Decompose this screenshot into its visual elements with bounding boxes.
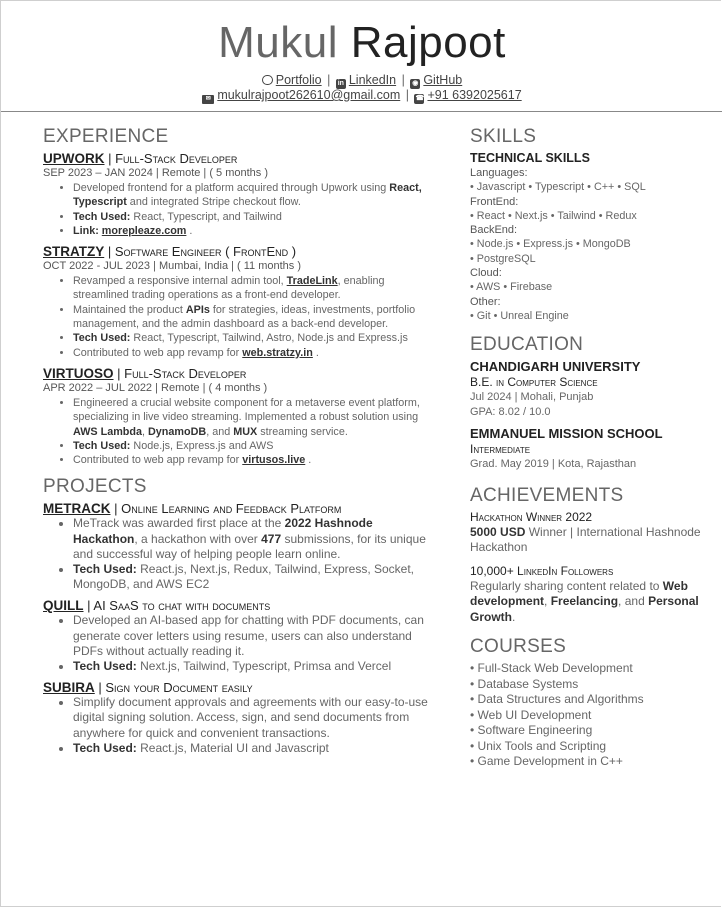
list-item: • Tech Used: React.js, Next.js, Redux, Tailwind, Express, Socket, MongoDB, and AWS EC2: [73, 562, 435, 592]
company-link[interactable]: UPWORK: [43, 151, 105, 166]
project-subira: [43, 680, 435, 756]
list-item: • Developed an AI-based app for chatting with PDF documents, can generate cover letters using resume, users can also understand PDFs without actually reading it.: [73, 613, 435, 659]
tradelink-link[interactable]: TradeLink: [286, 275, 338, 288]
education-item: CHANDIGARH UNIVERSITY B.E. in Computer Science Jul 2024 | Mohali, Punjab GPA: 8.02 / 10.0: [470, 359, 641, 418]
job-stratzy: [43, 244, 435, 360]
list-item: • Contributed to web app revamp for virtusos.live .: [73, 453, 435, 467]
list-item: • Engineered a crucial website component for a metaverse event platform, specializing in live video streaming. Implemented a robust solution using AWS Lambda, DynamoDB, and MUX streaming service.: [73, 396, 435, 439]
right-column: [470, 125, 715, 770]
linkedin-icon: in: [337, 80, 344, 87]
project-tagline: | Online Learning and Feedback Platform: [114, 501, 342, 517]
job-role: | Full-Stack Developer: [117, 365, 247, 381]
job-role: | Software Engineer ( FrontEnd ): [107, 244, 297, 260]
project-link[interactable]: web.stratzy.in: [242, 346, 313, 359]
list-item: • Tech Used: Node.js, Express.js and AWS: [73, 439, 435, 453]
experience-heading: EXPERIENCE: [43, 126, 169, 147]
course-item: • Software Engineering: [470, 723, 593, 738]
projects-heading: PROJECTS: [43, 476, 147, 498]
company-link[interactable]: VIRTUOSO: [43, 365, 114, 381]
email-link[interactable]: mukulrajpoot262610@gmail.com: [217, 88, 401, 102]
skills-heading: SKILLS: [470, 126, 537, 147]
project-name-link[interactable]: SUBIRA: [43, 680, 95, 696]
course-item: • Web UI Development: [470, 707, 592, 722]
list-item: • Maintained the product APIs for strategies, ideas, investments, portfolio management, and the admin dashboard as a back-end developer.: [73, 303, 435, 332]
course-item: • Full-Stack Web Development: [470, 661, 633, 676]
list-item: • Contributed to web app revamp for web.stratzy.in .: [73, 346, 435, 360]
list-item: • Tech Used: Next.js, Tailwind, Typescript, Primsa and Vercel: [73, 659, 435, 674]
course-item: • Unix Tools and Scripting: [470, 738, 607, 753]
job-upwork: [43, 151, 435, 238]
skill-group-backend: BackEnd: • Node.js • Express.js • MongoDB • PostgreSQL: [470, 224, 631, 265]
list-item: • Tech Used: React, Typescript, Tailwind, Astro, Node.js and Express.js: [73, 331, 435, 345]
project-link[interactable]: virtusos.live: [242, 454, 306, 467]
project-metrack: [43, 501, 435, 592]
project-quill: [43, 598, 435, 674]
list-item: • Tech Used: React.js, Material UI and Javascript: [73, 741, 435, 756]
job-virtuoso: [43, 366, 435, 467]
education-item: EMMANUEL MISSION SCHOOL Intermediate Grad. May 2019 | Kota, Rajasthan: [470, 426, 663, 471]
project-tagline: | AI SaaS to chat with documents: [87, 598, 271, 614]
github-icon: ◉: [412, 80, 419, 87]
skill-group-other: Other: • Git • Unreal Engine: [470, 295, 569, 322]
project-name-link[interactable]: QUILL: [43, 598, 84, 614]
course-item: • Game Development in C++: [470, 754, 623, 769]
list-item: • MeTrack was awarded first place at the 2022 Hashnode Hackathon, a hackathon with over 477 submissions, for its unique and successful way of helping people learn online.: [73, 516, 435, 562]
envelope-icon: ✉: [202, 95, 214, 104]
list-item: • Tech Used: React, Typescript, and Tailwind: [73, 210, 435, 224]
skill-group-cloud: Cloud: • AWS • Firebase: [470, 267, 553, 294]
last-name: Rajpoot: [350, 18, 506, 67]
project-link[interactable]: morepleaze.com: [101, 224, 187, 237]
job-meta: APR 2022 – JUL 2022 | Remote | ( 4 months ): [43, 381, 268, 394]
separator: |: [405, 88, 409, 102]
job-meta: SEP 2023 – JAN 2024 | Remote | ( 5 months ): [43, 167, 269, 179]
link-icon: [262, 75, 273, 85]
achievement-item: 10,000+ LinkedIn Followers Regularly sharing content related to Web development, Freelancing, and Personal Growth.: [470, 563, 699, 624]
first-name: Mukul: [218, 18, 338, 67]
contact-info: [1, 88, 722, 104]
phone-link[interactable]: +91 6392025617: [427, 88, 522, 102]
job-meta: OCT 2022 - JUL 2023 | Mumbai, India | ( 11 months ): [43, 260, 302, 273]
candidate-name: [1, 17, 722, 69]
course-item: • Database Systems: [470, 676, 579, 691]
project-tagline: | Sign your Document easily: [98, 680, 253, 696]
job-role: | Full-Stack Developer: [108, 151, 238, 166]
courses-heading: COURSES: [470, 636, 567, 658]
linkedin-link[interactable]: LinkedIn: [348, 73, 397, 87]
list-item: • Link: morepleaze.com .: [73, 224, 435, 238]
contact-links: [1, 73, 722, 89]
separator: |: [327, 73, 331, 87]
left-column: [43, 125, 435, 762]
header-divider: [1, 111, 722, 112]
list-item: • Developed frontend for a platform acquired through Upwork using React, Typescript and integrated Stripe checkout flow.: [73, 181, 435, 210]
skill-group-frontend: FrontEnd: • React • Next.js • Tailwind • Redux: [470, 195, 637, 222]
education-heading: EDUCATION: [470, 334, 584, 356]
technical-skills-heading: TECHNICAL SKILLS: [470, 151, 590, 165]
list-item: • Simplify document approvals and agreements with our easy-to-use digital signing solution. Access, sign, and send documents from anywhere for quick and convenient transactions.: [73, 695, 435, 741]
achievement-item: Hackathon Winner 2022 5000 USD Winner | International Hashnode Hackathon: [470, 509, 701, 555]
company-link[interactable]: STRATZY: [43, 244, 105, 260]
skill-group-languages: Languages: • Javascript • Typescript • C++ • SQL: [470, 167, 646, 194]
separator: |: [401, 73, 405, 87]
course-item: • Data Structures and Algorithms: [470, 692, 644, 707]
portfolio-link[interactable]: Portfolio: [275, 73, 322, 87]
phone-icon: ☎: [415, 95, 425, 102]
github-link[interactable]: GitHub: [423, 73, 463, 87]
achievements-heading: ACHIEVEMENTS: [470, 484, 624, 506]
list-item: • Revamped a responsive internal admin tool, TradeLink, enabling streamlined trading operations as a front-end developer.: [73, 274, 435, 303]
project-name-link[interactable]: METRACK: [43, 501, 111, 517]
